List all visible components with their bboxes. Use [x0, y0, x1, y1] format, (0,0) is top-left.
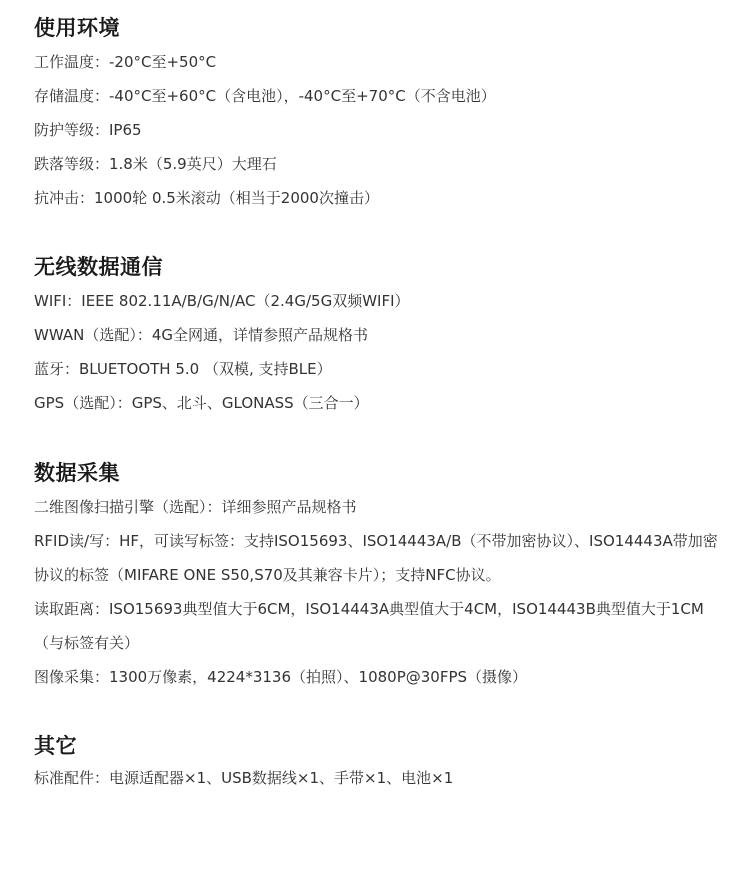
- section-title-environment: 使用环境: [34, 16, 120, 40]
- spec-standard-accessories: 标准配件：电源适配器×1、USB数据线×1、手带×1、电池×1: [34, 769, 454, 787]
- spec-bluetooth: 蓝牙：BLUETOOTH 5.0 （双模, 支持BLE）: [34, 360, 332, 378]
- spec-drop-rating: 跌落等级：1.8米（5.9英尺）大理石: [34, 155, 277, 173]
- spec-tumble-resistance: 抗冲击：1000轮 0.5米滚动（相当于2000次撞击）: [34, 189, 379, 207]
- spec-camera: 图像采集：1300万像素，4224*3136（拍照）、1080P@30FPS（摄像）: [34, 668, 528, 686]
- section-title-other: 其它: [34, 734, 77, 758]
- data-capture-spec-list: [34, 490, 724, 694]
- spec-scan-engine: 二维图像扫描引擎（选配）：详细参照产品规格书: [34, 498, 357, 516]
- spec-read-distance: 读取距离：ISO15693典型值大于6CM，ISO14443A典型值大于4CM，ISO14443B典型值大于1CM （与标签有关）: [34, 600, 704, 652]
- section-wireless: [34, 254, 410, 420]
- other-spec-list: [34, 761, 453, 795]
- spec-protection-rating: 防护等级：IP65: [34, 121, 142, 139]
- section-environment: [34, 15, 496, 215]
- spec-rfid: RFID读/写：HF，可读写标签：支持ISO15693、ISO14443A/B（不带加密协议）、ISO14443A带加密协议的标签（MIFARE ONE S50,S70及其兼容卡片）；支持NFC协议。: [34, 532, 718, 584]
- spec-operating-temperature: 工作温度：-20°C至+50°C: [34, 53, 217, 71]
- spec-gps: GPS（选配）：GPS、北斗、GLONASS（三合一）: [34, 394, 369, 412]
- spec-wifi: WIFI：IEEE 802.11A/B/G/N/AC（2.4G/5G双频WIFI）: [34, 292, 410, 310]
- section-other: [34, 733, 453, 795]
- environment-spec-list: [34, 45, 496, 215]
- spec-wwan: WWAN（选配）：4G全网通，详情参照产品规格书: [34, 326, 368, 344]
- section-title-data-capture: 数据采集: [34, 461, 120, 485]
- spec-storage-temperature: 存储温度：-40°C至+60°C（含电池），-40°C至+70°C（不含电池）: [34, 87, 496, 105]
- section-data-capture: [34, 460, 724, 694]
- wireless-spec-list: [34, 284, 410, 420]
- section-title-wireless: 无线数据通信: [34, 255, 163, 279]
